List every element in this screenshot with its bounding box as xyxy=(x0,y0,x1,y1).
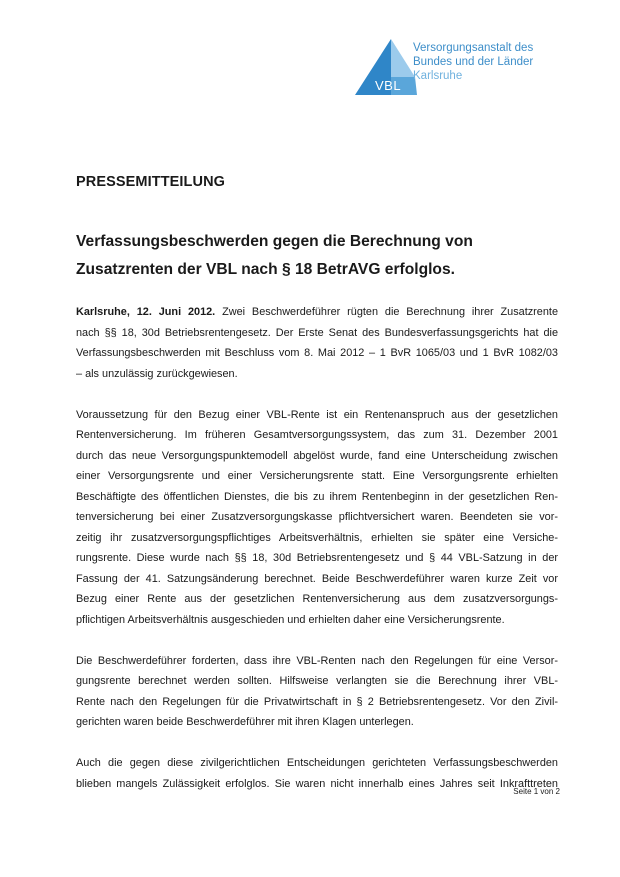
body-line: Bezug einer Rente aus der gesetzlichen Rentenversicherung aus dem zusatzversorgungs- xyxy=(76,593,558,605)
body-line: Beschäftigte des öffentlichen Dienstes, die bis zu ihrem Rentenbeginn in der gesetzlichen Ren- xyxy=(76,490,558,503)
body-line: Fassung der 41. Satzungsänderung berechnet. Beide Beschwerdeführer waren kurze Zeit vor xyxy=(76,572,558,585)
body-line: Auch die gegen diese zivilgerichtlichen Entscheidungen gerichteten Verfassungsbeschwerden xyxy=(76,757,558,769)
paragraph-outcome xyxy=(76,753,558,794)
body-line: Die Beschwerdeführer forderten, dass ihre VBL-Renten nach den Regelungen für eine Versor- xyxy=(76,654,558,667)
logo-org-name xyxy=(413,41,533,83)
vbl-logo xyxy=(355,37,565,97)
vbl-triangle-logo-icon xyxy=(355,37,417,97)
body-line: gungsrente berechnet werden sollten. Hilfsweise verlangten sie die Berechnung ihrer VBL- xyxy=(76,675,558,687)
body-line: gerichten waren beide Beschwerdeführer mit ihren Klagen unterlegen. xyxy=(76,716,414,728)
body-line: rungsrente. Diese wurde nach §§ 18, 30d Betriebsrentengesetz und § 44 VBL-Satzung in der xyxy=(76,552,558,564)
body-line xyxy=(76,302,558,323)
body-line: Verfassungsbeschwerden mit Beschluss vom 8. Mai 2012 – 1 BvR 1065/03 und 1 BvR 1082/03 xyxy=(76,347,558,359)
logo-org-line-1: Versorgungsanstalt des xyxy=(413,42,534,54)
headline-line: Verfassungsbeschwerden gegen die Berechnung von xyxy=(76,233,473,250)
document-kind: PRESSEMITTEILUNG xyxy=(76,174,226,190)
body-line: durch das neue Versorgungspunktemodell abgelöst wurde, fand eine Unterscheidung zwischen xyxy=(76,449,558,462)
body-line: Rente nach den Regelungen für die Privatwirtschaft in § 2 Betriebsrentengesetz. Vor den Zivil- xyxy=(76,695,558,708)
logo-org-line-2: Bundes und der Länder xyxy=(413,56,534,68)
body-line: blieben mangels Zulässigkeit erfolglos. Sie waren nicht innerhalb eines Jahres seit Inkrafttreten xyxy=(76,777,558,790)
body-line: zeitig ihr zusatzversorgungspflichtiges Arbeitsverhältnis, erhielten sie später eine Versiche- xyxy=(76,531,558,544)
body-line: tenversicherung bei einer Zusatzversorgungskasse pflichtversichert waren. Beendeten sie vor- xyxy=(76,511,558,523)
body-line: Rentenversicherung. Im früheren Gesamtversorgungssystem, das zum 31. Dezember 2001 xyxy=(76,429,558,441)
press-release-body xyxy=(76,302,558,815)
paragraph-claims xyxy=(76,651,558,733)
paragraph-intro xyxy=(76,302,558,384)
logo-acronym: VBL xyxy=(375,78,402,93)
logo-triangle-right-upper xyxy=(391,39,415,77)
body-line: pflichtigen Arbeitsverhältnis ausgeschieden und erhielten daher eine Versicherungsrente. xyxy=(76,613,505,626)
body-line: nach §§ 18, 30d Betriebsrentengesetz. Der Erste Senat des Bundesverfassungsgerichts hat die xyxy=(76,326,558,339)
press-release-headline xyxy=(76,228,576,284)
body-line: – als unzulässig zurückgewiesen. xyxy=(76,367,238,380)
body-line: einer Versorgungsrente und einer Versicherungsrente statt. Eine Versorgungsrente erhielten xyxy=(76,470,558,482)
paragraph-background xyxy=(76,405,558,631)
dateline: Karlsruhe, 12. Juni 2012. xyxy=(76,306,216,318)
body-line: Voraussetzung für den Bezug einer VBL-Rente ist ein Rentenanspruch aus der gesetzlichen xyxy=(76,408,558,421)
page-number: Seite 1 von 2 xyxy=(513,787,560,796)
body-line-text: Zwei Beschwerdeführer rügten die Berechnung ihrer Zusatzrente xyxy=(222,306,559,318)
headline-line: Zusatzrenten der VBL nach § 18 BetrAVG erfolglos. xyxy=(76,261,455,278)
logo-location: Karlsruhe xyxy=(413,70,463,82)
